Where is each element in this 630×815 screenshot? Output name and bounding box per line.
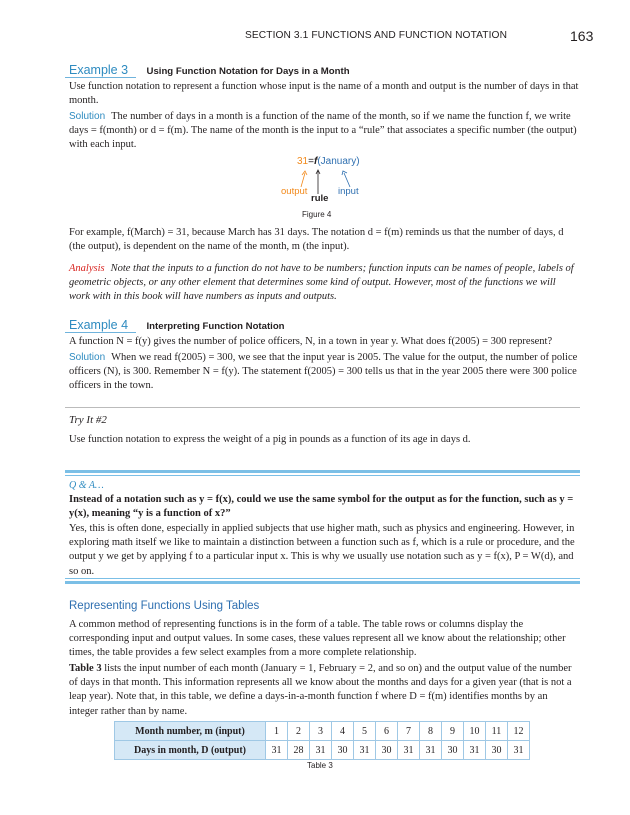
table-cell: 11 bbox=[486, 722, 508, 741]
analysis-block bbox=[69, 262, 579, 305]
equation-equals: = bbox=[308, 156, 314, 167]
figure-4-caption: Figure 4 bbox=[302, 210, 332, 219]
table-3-caption: Table 3 bbox=[307, 761, 333, 770]
example-4-underline bbox=[65, 332, 136, 333]
try-it-divider bbox=[65, 407, 580, 408]
qa-question: Instead of a notation such as y = f(x), could we use the same symbol for the output as for the function, such as y = y(x), meaning “y is a function of x?” bbox=[69, 494, 574, 520]
table-cell: 1 bbox=[266, 722, 288, 741]
example-4-title: Interpreting Function Notation bbox=[146, 321, 285, 332]
example-4-label: Example 4 bbox=[69, 318, 129, 332]
qa-top-rule bbox=[65, 470, 580, 473]
solution-text: The number of days in a month is a function of the name of the month, so if we name the function f, we write days = f(month) or d = f(m). The name of the month is the input to a “rule” that associates a specific number (the output) with each input. bbox=[69, 111, 577, 151]
example-4-problem: A function N = f(y) gives the number of police officers, N, in a town in year y. What does f(2005) = 300 represent? bbox=[69, 336, 553, 347]
section-number: SECTION 3.1 bbox=[245, 30, 309, 41]
try-it-title: Try It #2 bbox=[69, 414, 107, 426]
example-3-problem: Use function notation to represent a function whose input is the name of a month and output is the number of days in that month. bbox=[69, 81, 579, 107]
example-3-label: Example 3 bbox=[69, 63, 129, 77]
figure-4-rule-label: rule bbox=[311, 193, 329, 204]
section-heading: Representing Functions Using Tables bbox=[69, 600, 260, 612]
running-header bbox=[245, 30, 507, 41]
analysis-text: Note that the inputs to a function do not have to be numbers; function inputs can be names of people, labels of geometric objects, or any other element that determines some kind of output. However, most of the functions we will work with in this book will have numbers as inputs and outputs. bbox=[69, 263, 574, 303]
table-cell: 31 bbox=[398, 741, 420, 760]
table-cell: 6 bbox=[376, 722, 398, 741]
table-3 bbox=[114, 721, 530, 760]
table-cell: 12 bbox=[508, 722, 530, 741]
row-header-output: Days in month, D (output) bbox=[115, 741, 266, 760]
table-cell: 31 bbox=[420, 741, 442, 760]
input-arrow bbox=[344, 173, 350, 187]
equation-output: 31 bbox=[297, 156, 309, 167]
table-cell: 5 bbox=[354, 722, 376, 741]
table-cell: 31 bbox=[508, 741, 530, 760]
qa-label: Q & A… bbox=[69, 480, 104, 491]
solution-label: Solution bbox=[69, 111, 106, 122]
tables-paragraph-2-text: lists the input number of each month (January = 1, February = 2, and so on) and the output value of the number of days in that month. This information represents all we know about the months and days for a given year (that is not a leap year). Note that, in this table, we define a days-in-a-month function f where D = f(m) identifies months by an integer rather than by name. bbox=[69, 663, 572, 717]
table-cell: 31 bbox=[354, 741, 376, 760]
table-cell: 7 bbox=[398, 722, 420, 741]
table-cell: 31 bbox=[310, 741, 332, 760]
solution-text: When we read f(2005) = 300, we see that the input year is 2005. The value for the output, the number of police officers (N), is 300. Remember N = f(y). The statement f(2005) = 300 tells us that in the year 2005 there were 300 police officers in the town. bbox=[69, 352, 578, 392]
table-cell: 10 bbox=[464, 722, 486, 741]
table-cell: 31 bbox=[464, 741, 486, 760]
figure-4-input-label: input bbox=[338, 186, 359, 197]
equation-rule: f bbox=[313, 156, 318, 167]
qa-bottom-rule bbox=[65, 581, 580, 584]
equation-input: (January) bbox=[317, 156, 360, 167]
analysis-label: Analysis bbox=[69, 263, 105, 274]
table-cell: 3 bbox=[310, 722, 332, 741]
output-arrow bbox=[301, 173, 305, 187]
section-title: FUNCTIONS AND FUNCTION NOTATION bbox=[311, 30, 508, 41]
table-cell: 4 bbox=[332, 722, 354, 741]
row-header-input: Month number, m (input) bbox=[115, 722, 266, 741]
table-cell: 30 bbox=[376, 741, 398, 760]
table-cell: 28 bbox=[288, 741, 310, 760]
table-3-reference: Table 3 bbox=[69, 663, 102, 674]
example-4-solution bbox=[69, 351, 579, 394]
page-number: 163 bbox=[570, 28, 594, 44]
example-3-followup: For example, f(March) = 31, because March has 31 days. The notation d = f(m) reminds us that the number of days, d (the output), is dependent on the name of the month, m (the input). bbox=[69, 227, 564, 253]
tables-paragraph-2 bbox=[69, 662, 579, 719]
example-3-underline bbox=[65, 77, 136, 78]
example-3-title: Using Function Notation for Days in a Month bbox=[146, 66, 350, 77]
table-row-output bbox=[115, 741, 530, 760]
qa-top-rule-thin bbox=[65, 475, 580, 476]
table-cell: 31 bbox=[266, 741, 288, 760]
tables-paragraph-1: A common method of representing functions is in the form of a table. The table rows or columns display the corresponding input and output values. In some cases, these values represent all we know about the relationship; other times, the table provides a few select examples from a more complete relationship. bbox=[69, 619, 566, 659]
example-3-solution bbox=[69, 110, 579, 153]
table-row-input bbox=[115, 722, 530, 741]
qa-answer: Yes, this is often done, especially in applied subjects that use higher math, such as physics and engineering. However, in exploring math itself we like to maintain a distinction between a function such as f, which is a rule or procedure, and the output y we get by applying f to a particular input x. This is why we usually use notation such as y = f(x), P = W(d), and so on. bbox=[69, 523, 575, 577]
table-cell: 30 bbox=[486, 741, 508, 760]
table-cell: 2 bbox=[288, 722, 310, 741]
solution-label: Solution bbox=[69, 352, 106, 363]
table-cell: 9 bbox=[442, 722, 464, 741]
table-cell: 8 bbox=[420, 722, 442, 741]
try-it-text: Use function notation to express the weight of a pig in pounds as a function of its age in days d. bbox=[69, 434, 471, 445]
table-cell: 30 bbox=[332, 741, 354, 760]
figure-4-output-label: output bbox=[281, 186, 308, 197]
table-cell: 30 bbox=[442, 741, 464, 760]
qa-bottom-rule-thin bbox=[65, 578, 580, 579]
